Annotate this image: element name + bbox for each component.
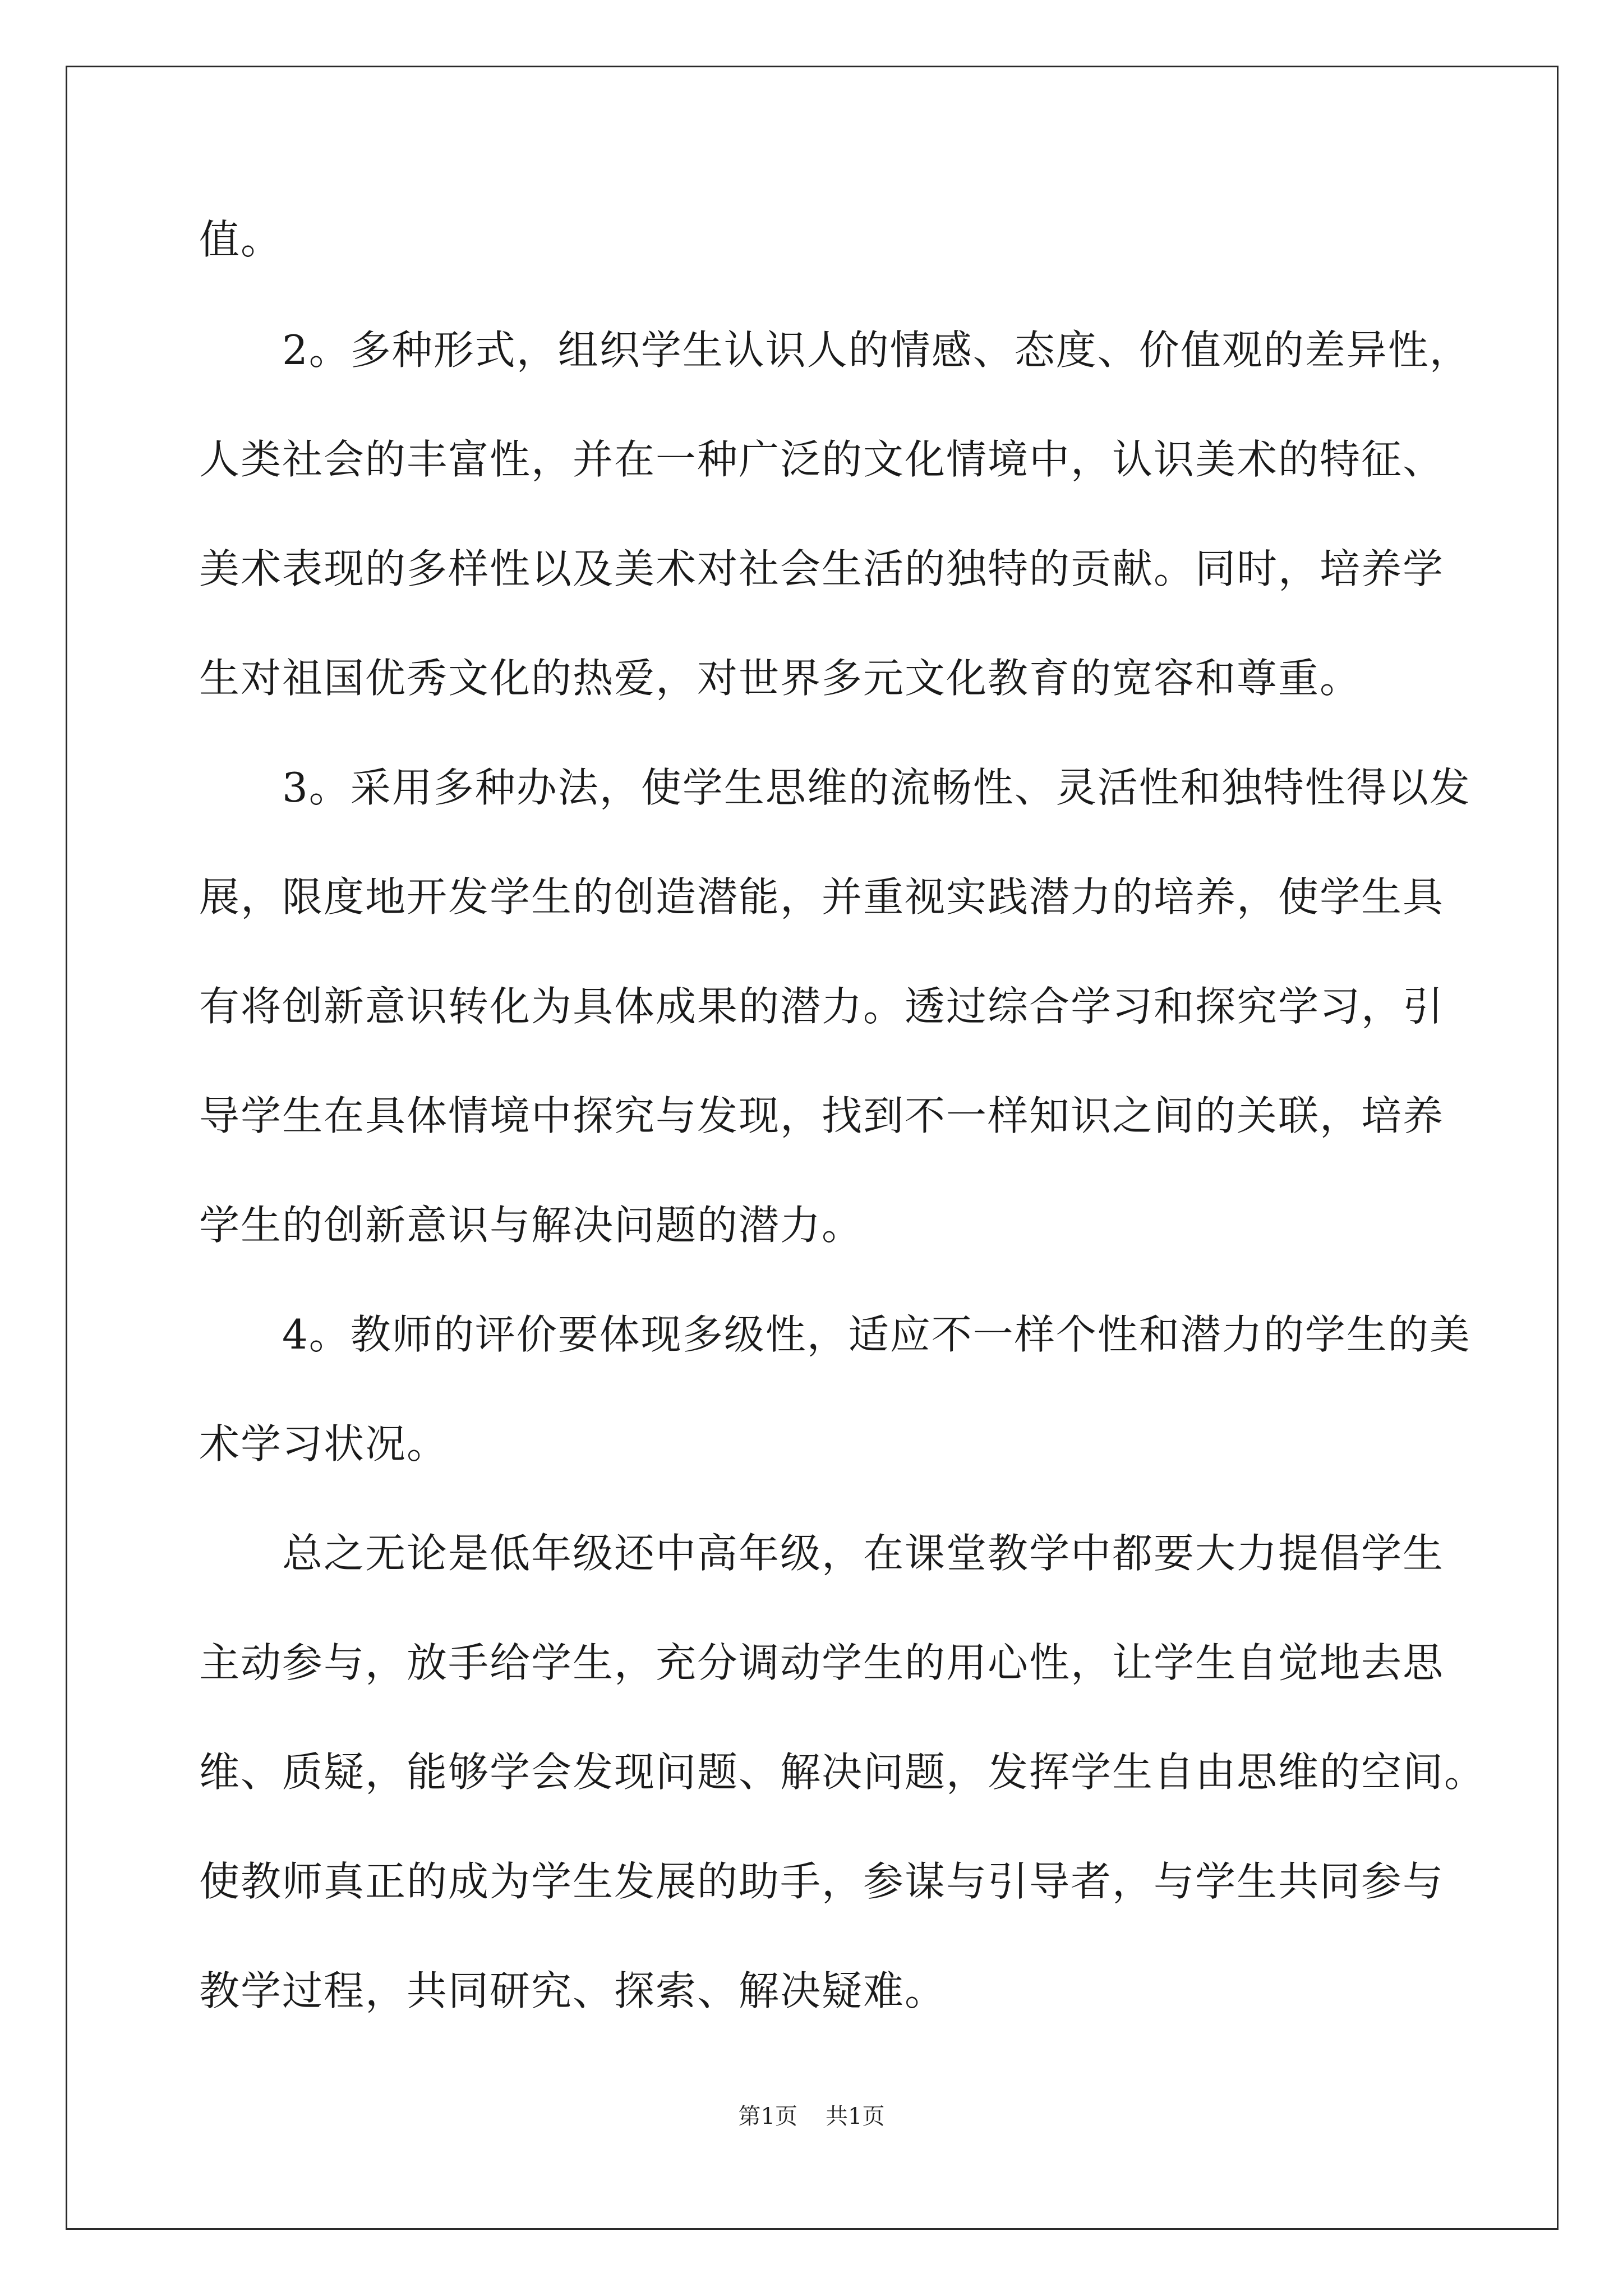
page-number: 第1页 bbox=[738, 2104, 797, 2129]
text-line: 3。采用多种办法，使学生思维的流畅性、灵活性和独特性得以发 bbox=[199, 764, 1471, 811]
text-line: 展，限度地开发学生的创造潜能，并重视实践潜力的培养，使学生具 bbox=[199, 873, 1445, 921]
text-line: 主动参与，放手给学生，充分调动学生的用心性，让学生自觉地去思 bbox=[199, 1639, 1445, 1686]
page-border bbox=[66, 66, 1559, 2230]
text-line: 美术表现的多样性以及美术对社会生活的独特的贡献。同时，培养学 bbox=[199, 545, 1445, 592]
text-line: 2。多种形式，组织学生认识人的情感、态度、价值观的差异性， bbox=[199, 326, 1471, 374]
page-footer bbox=[0, 2102, 1623, 2131]
text-line: 人类社会的丰富性，并在一种广泛的文化情境中，认识美术的特征、 bbox=[199, 436, 1445, 483]
text-line: 学生的创新意识与解决问题的潜力。 bbox=[199, 1202, 864, 1249]
text-line: 总之无论是低年级还中高年级，在课堂教学中都要大力提倡学生 bbox=[199, 1530, 1445, 1577]
text-line: 4。教师的评价要体现多级性，适应不一样个性和潜力的学生的美 bbox=[199, 1311, 1471, 1358]
page-total: 共1页 bbox=[826, 2104, 885, 2129]
text-line: 导学生在具体情境中探究与发现，找到不一样知识之间的关联，培养 bbox=[199, 1092, 1445, 1139]
text-line: 有将创新意识转化为具体成果的潜力。透过综合学习和探究学习，引 bbox=[199, 983, 1445, 1030]
text-line: 维、质疑，能够学会发现问题、解决问题，发挥学生自由思维的空间。 bbox=[199, 1749, 1486, 1796]
text-line: 值。 bbox=[199, 216, 283, 263]
text-line: 术学习状况。 bbox=[199, 1420, 449, 1467]
text-line: 教学过程，共同研究、探索、解决疑难。 bbox=[199, 1967, 947, 2014]
text-line: 使教师真正的成为学生发展的助手，参谋与引导者，与学生共同参与 bbox=[199, 1858, 1445, 1905]
text-line: 生对祖国优秀文化的热爱，对世界多元文化教育的宽容和尊重。 bbox=[199, 655, 1362, 702]
